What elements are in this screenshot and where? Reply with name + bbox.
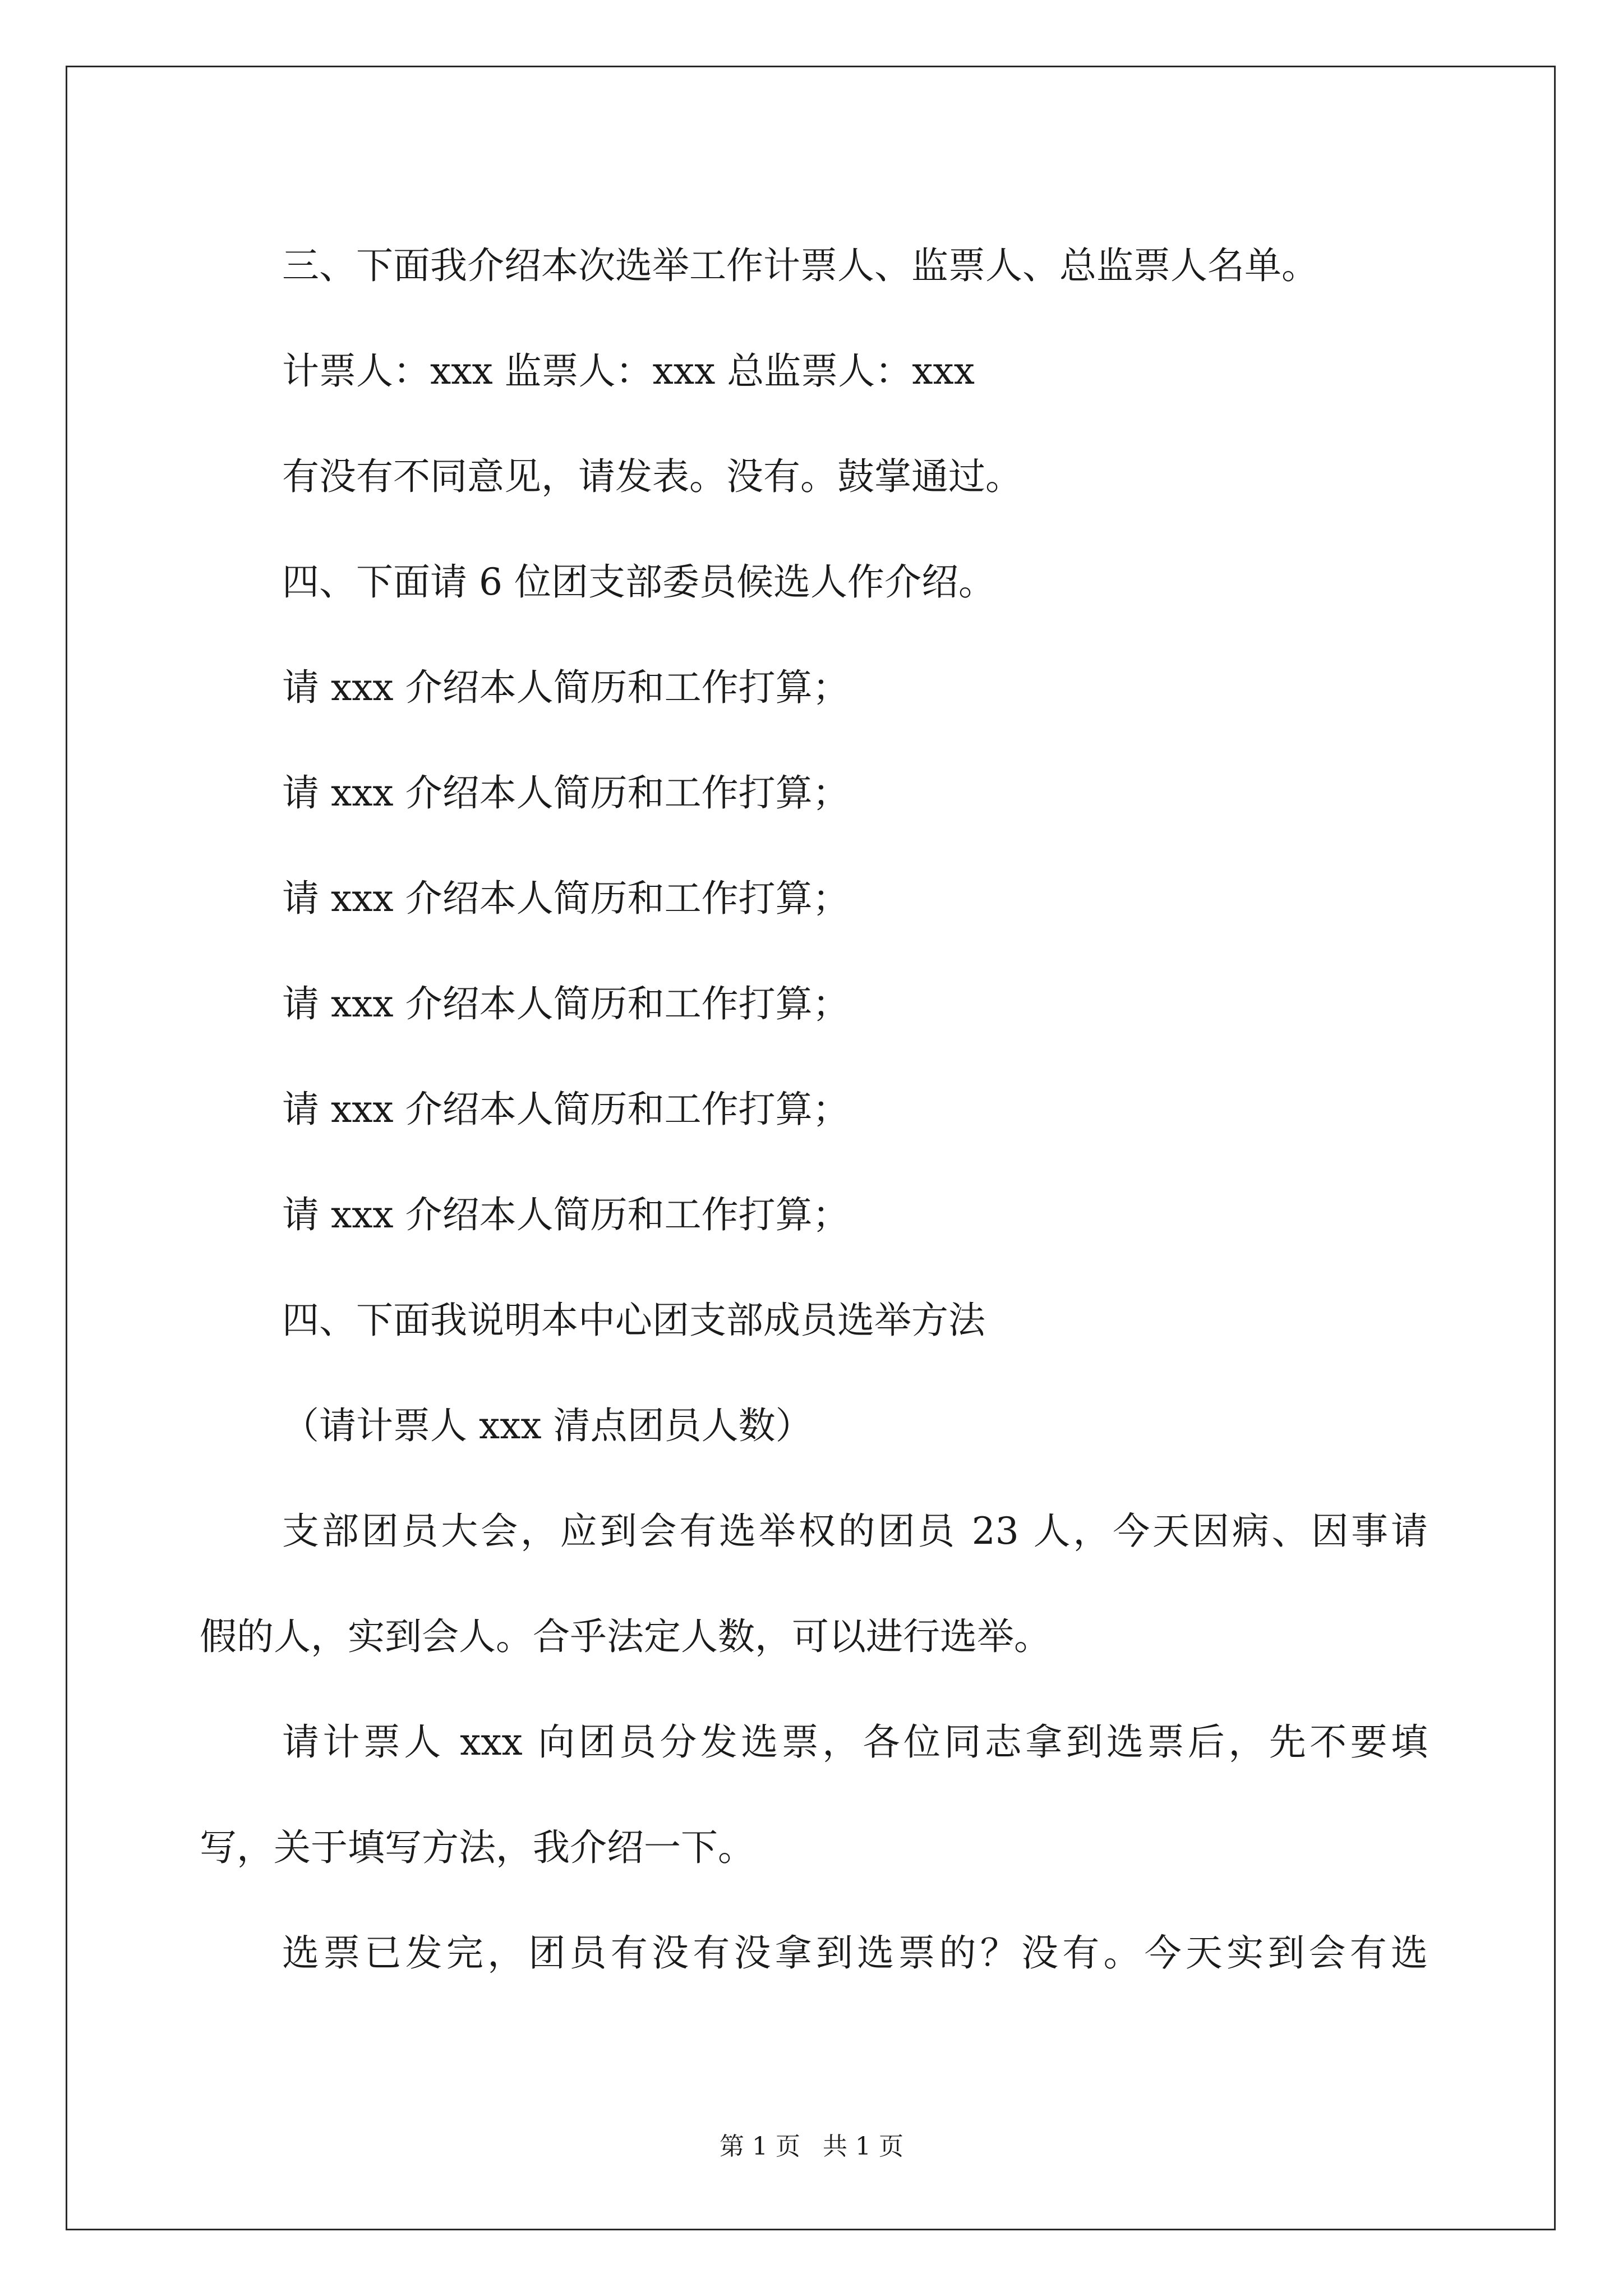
paragraph: 请计票人 xxx 向团员分发选票，各位同志拿到选票后，先不要填 xyxy=(282,1720,1428,1764)
paragraph: 请 xxx 介绍本人简历和工作打算； xyxy=(282,1193,850,1236)
paragraph: （请计票人 xxx 清点团员人数） xyxy=(282,1404,813,1447)
page-footer xyxy=(0,2126,1623,2162)
paragraph-continuation: 写，关于填写方法，我介绍一下。 xyxy=(200,1826,755,1869)
paragraph: 四、下面请 6 位团支部委员候选人作介绍。 xyxy=(282,560,995,604)
paragraph: 请 xxx 介绍本人简历和工作打算； xyxy=(282,666,850,709)
paragraph: 三、下面我介绍本次选举工作计票人、监票人、总监票人名单。 xyxy=(282,244,1318,287)
paragraph: 请 xxx 介绍本人简历和工作打算； xyxy=(282,982,850,1025)
document-body xyxy=(200,213,1428,2006)
page-number: 第 1 页 xyxy=(720,2132,800,2161)
paragraph-continuation: 假的人，实到会人。合乎法定人数，可以进行选举。 xyxy=(200,1615,1051,1658)
paragraph: 请 xxx 介绍本人简历和工作打算； xyxy=(282,771,850,815)
paragraph: 支部团员大会，应到会有选举权的团员 23 人，今天因病、因事请 xyxy=(282,1510,1428,1553)
paragraph: 有没有不同意见，请发表。没有。鼓掌通过。 xyxy=(282,455,1022,498)
page-total: 共 1 页 xyxy=(823,2132,903,2161)
paragraph: 请 xxx 介绍本人简历和工作打算； xyxy=(282,877,850,920)
paragraph: 选票已发完，团员有没有没拿到选票的？没有。今天实到会有选 xyxy=(282,1931,1428,1975)
paragraph: 四、下面我说明本中心团支部成员选举方法 xyxy=(282,1299,985,1342)
paragraph: 计票人：xxx 监票人：xxx 总监票人：xxx xyxy=(282,349,975,393)
paragraph: 请 xxx 介绍本人简历和工作打算； xyxy=(282,1088,850,1131)
